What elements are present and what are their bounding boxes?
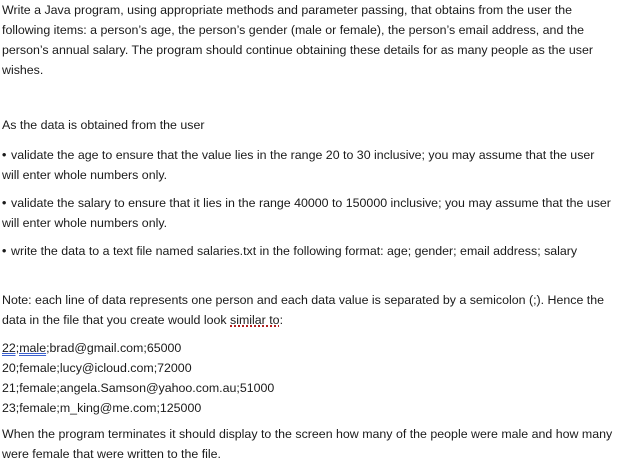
grammar-marked-text: similar to [230, 313, 280, 327]
sample-line: 21;female;angela.Samson@yahoo.com.au;51000 [2, 381, 275, 395]
bullet-glyph: • [2, 148, 7, 162]
bullet-item-salary [2, 193, 614, 233]
note-paragraph [2, 290, 614, 330]
bullet-text-salary: validate the salary to ensure that it lies in the range 40000 to 150000 inclusive; you may assume that the user will enter whole numbers only. [2, 196, 611, 230]
bullet-glyph: • [2, 196, 7, 210]
spell-marked-text: 22;male [2, 341, 47, 355]
bullet-text-age: validate the age to ensure that the value lies in the range 20 to 30 inclusive; you may assume that the user will enter whole numbers only. [2, 148, 595, 182]
bullet-item-age [2, 145, 614, 185]
sample-line: 20;female;lucy@icloud.com;72000 [2, 361, 192, 375]
bullet-text-write-file: write the data to a text file named salaries.txt in the following format: age; gender; email address; salary [11, 244, 578, 258]
bullet-glyph: • [2, 244, 7, 258]
note-text: Note: each line of data represents one person and each data value is separated by a semicolon (;). Hence the data in the file that you create would look [2, 293, 605, 327]
sample-line-text: ;brad@gmail.com;65000 [46, 341, 182, 355]
sample-line [2, 338, 614, 358]
as-data-paragraph: As the data is obtained from the user [2, 118, 205, 132]
closing-paragraph: When the program terminates it should display to the screen how many of the people were male and how many were female that were written to the file. [2, 427, 613, 461]
note-text-end: : [279, 313, 284, 327]
sample-data-block [2, 338, 614, 418]
intro-paragraph: Write a Java program, using appropriate methods and parameter passing, that obtains from the user the following items: a person’s age, the person’s gender (male or female), the person’s email address, and the person’s annual salary. The program should continue obtaining these details for as many people as the user wishes. [2, 3, 593, 77]
sample-line: 23;female;m_king@me.com;125000 [2, 401, 202, 415]
bullet-item-write-file [2, 241, 614, 261]
